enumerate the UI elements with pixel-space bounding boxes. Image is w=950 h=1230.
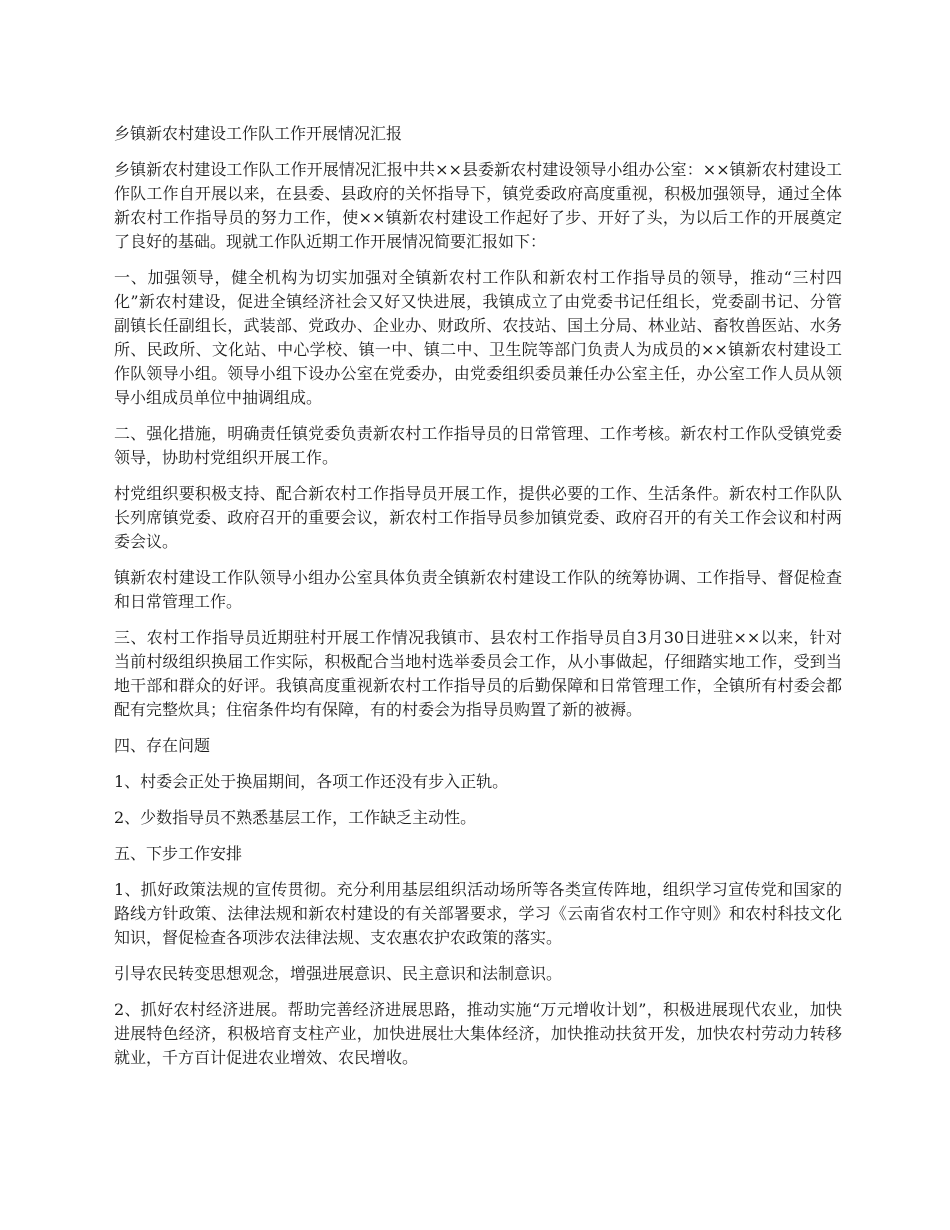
paragraph-section-1: 一、加强领导，健全机构为切实加强对全镇新农村工作队和新农村工作指导员的领导，推动“三村四化”新农村建设，促进全镇经济社会又好又快进展，我镇成立了由党委书记任组长，党委副书记、分管副镇长任副组长，武装部、党政办、企业办、财政所、农技站、国土分局、林业站、畜牧兽医站、水务所、民政所、文化站、中心学校、镇一中、镇二中、卫生院等部门负责人为成员的××镇新农村建设工作队领导小组。领导小组下设办公室在党委办，由党委组织委员兼任办公室主任，办公室工作人员从领导小组成员单位中抽调组成。 [114, 268, 842, 407]
paragraph-section-2: 二、强化措施，明确责任镇党委负责新农村工作指导员的日常管理、工作考核。新农村工作队受镇党委领导，协助村党组织开展工作。 [114, 424, 842, 467]
list-item-problem-1: 1、村委会正处于换届期间，各项工作还没有步入正轨。 [114, 772, 509, 791]
list-item-plan-2: 2、抓好农村经济进展。帮助完善经济进展思路，推动实施“万元增收计划”，积极进展现代农业，加快进展特色经济，积极培育支柱产业，加快进展壮大集体经济，加快推动扶贫开发，加快农村劳动力转移就业，千方百计促进农业增效、农民增收。 [114, 1000, 842, 1067]
heading-section-5: 五、下步工作安排 [114, 844, 243, 863]
heading-section-4: 四、存在问题 [114, 736, 211, 755]
document-body [114, 122, 842, 1082]
list-item-problem-2: 2、少数指导员不熟悉基层工作，工作缺乏主动性。 [114, 808, 477, 827]
paragraph-intro: 乡镇新农村建设工作队工作开展情况汇报中共××县委新农村建设领导小组办公室：××镇新农村建设工作队工作自开展以来，在县委、县政府的关怀指导下，镇党委政府高度重视，积极加强领导，通过全体新农村工作指导员的努力工作，使××镇新农村建设工作起好了步、开好了头，为以后工作的开展奠定了良好的基础。现就工作队近期工作开展情况简要汇报如下： [114, 160, 842, 251]
paragraph-village-support: 村党组织要积极支持、配合新农村工作指导员开展工作，提供必要的工作、生活条件。新农村工作队队长列席镇党委、政府召开的重要会议，新农村工作指导员参加镇党委、政府召开的有关工作会议和村两委会议。 [114, 484, 842, 551]
list-item-plan-1: 1、抓好政策法规的宣传贯彻。充分利用基层组织活动场所等各类宣传阵地，组织学习宣传党和国家的路线方针政策、法律法规和新农村建设的有关部署要求，学习《云南省农村工作守则》和农村科技文化知识，督促检查各项涉农法律法规、支农惠农护农政策的落实。 [114, 880, 842, 947]
document-title: 乡镇新农村建设工作队工作开展情况汇报 [114, 124, 403, 143]
paragraph-section-3: 三、农村工作指导员近期驻村开展工作情况我镇市、县农村工作指导员自3月30日进驻××以来，针对当前村级组织换届工作实际，积极配合当地村选举委员会工作，从小事做起，仔细踏实地工作，受到当地干部和群众的好评。我镇高度重视新农村工作指导员的后勤保障和日常管理工作，全镇所有村委会都配有完整炊具；住宿条件均有保障，有的村委会为指导员购置了新的被褥。 [114, 628, 842, 719]
paragraph-guidance: 引导农民转变思想观念，增强进展意识、民主意识和法制意识。 [114, 964, 563, 983]
paragraph-office-duty: 镇新农村建设工作队领导小组办公室具体负责全镇新农村建设工作队的统筹协调、工作指导、督促检查和日常管理工作。 [114, 568, 842, 611]
